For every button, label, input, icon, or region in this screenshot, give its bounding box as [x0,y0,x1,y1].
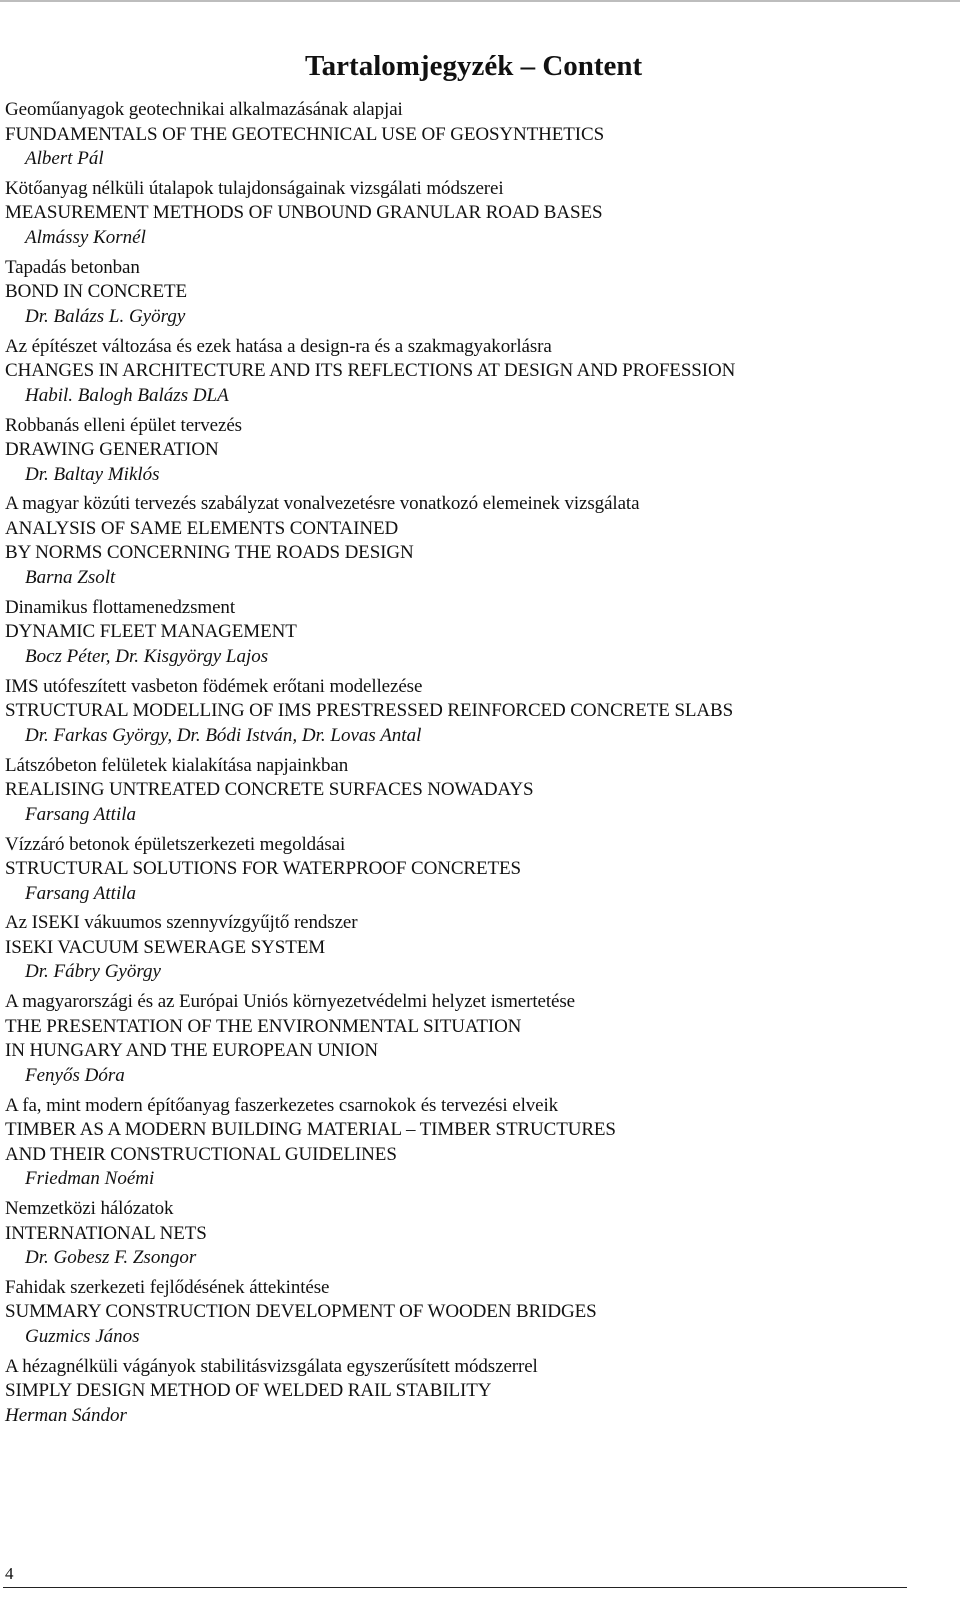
entry-title-hungarian: Vízzáró betonok épületszerkezeti megoldásai [5,833,346,855]
entry-title-english: BOND IN CONCRETE [5,281,188,303]
toc-entry[interactable] [5,1276,950,1350]
entry-title-hungarian: Az ISEKI vákuumos szennyvízgyűjtő rendszer [5,912,358,934]
entry-title-hungarian: Geoműanyagok geotechnikai alkalmazásának alapjai [5,99,403,120]
toc-entry[interactable] [5,754,950,828]
entry-title-english: SUMMARY CONSTRUCTION DEVELOPMENT OF WOODEN BRIDGES [5,1301,597,1323]
entry-title-english: INTERNATIONAL NETS [5,1222,207,1244]
toc-entry[interactable] [5,911,950,985]
entry-title-hungarian: Az építészet változása és ezek hatása a design-ra és a szakmagyakorlásra [5,335,552,357]
entry-author: Habil. Balogh Balázs DLA [25,384,229,406]
entry-author: Bocz Péter, Dr. Kisgyörgy Lajos [25,645,269,667]
entry-title-english: FUNDAMENTALS OF THE GEOTECHNICAL USE OF GEOSYNTHETICS [5,123,605,145]
entry-author: Fenyős Dóra [25,1064,125,1086]
page-title: Tartalomjegyzék – Content [305,50,643,82]
footer-rule [3,1587,907,1588]
entry-title-english: MEASUREMENT METHODS OF UNBOUND GRANULAR ROAD BASES [5,202,603,224]
entry-author: Herman Sándor [5,1404,127,1426]
toc-entry[interactable] [5,492,950,590]
entry-author: Farsang Attila [25,803,137,825]
entry-title-english: SIMPLY DESIGN METHOD OF WELDED RAIL STABILITY [5,1380,492,1402]
entry-title-hungarian: A fa, mint modern építőanyag faszerkezetes csarnokok és tervezési elveik [5,1094,559,1116]
table-of-contents [5,98,950,1434]
entry-title-english: REALISING UNTREATED CONCRETE SURFACES NOWADAYS [5,779,534,801]
entry-author: Dr. Fábry György [25,961,161,983]
entry-title-hungarian: A magyar közúti tervezés szabályzat vonalvezetésre vonatkozó elemeinek vizsgálata [5,493,640,515]
toc-entry[interactable] [5,596,950,670]
entry-title-hungarian: IMS utófeszített vasbeton födémek erőtani modellezése [5,675,423,697]
entry-author: Barna Zsolt [25,566,116,588]
toc-entry[interactable] [5,1355,950,1429]
entry-author: Almássy Kornél [25,226,146,248]
entry-author: Dr. Farkas György, Dr. Bódi István, Dr. Lovas Antal [25,724,422,746]
entry-author: Albert Pál [25,148,104,169]
toc-entry[interactable] [5,98,950,172]
entry-author: Dr. Baltay Miklós [25,463,160,485]
entry-title-hungarian: Nemzetközi hálózatok [5,1198,174,1220]
entry-title-english: ANALYSIS OF SAME ELEMENTS CONTAINED [5,517,399,539]
entry-title-hungarian: Tapadás betonban [5,256,140,278]
entry-title-hungarian: A hézagnélküli vágányok stabilitásvizsgálata egyszerűsített módszerrel [5,1355,538,1377]
entry-title-english: IN HUNGARY AND THE EUROPEAN UNION [5,1040,378,1062]
entry-title-hungarian: Dinamikus flottamenedzsment [5,596,235,618]
entry-author: Guzmics János [25,1325,140,1347]
entry-title-hungarian: Robbanás elleni épület tervezés [5,414,242,436]
toc-entry[interactable] [5,177,950,251]
entry-title-hungarian: Kötőanyag nélküli útalapok tulajdonságainak vizsgálati módszerei [5,177,504,199]
entry-title-english: DRAWING GENERATION [5,439,219,461]
entry-title-english: CHANGES IN ARCHITECTURE AND ITS REFLECTIONS AT DESIGN AND PROFESSION [5,360,736,382]
entry-author: Farsang Attila [25,882,137,904]
toc-entry[interactable] [5,1094,950,1192]
page-number: 4 [5,1564,14,1583]
entry-title-english: TIMBER AS A MODERN BUILDING MATERIAL – TIMBER STRUCTURES [5,1119,616,1141]
entry-title-hungarian: Fahidak szerkezeti fejlődésének áttekintése [5,1276,330,1298]
toc-entry[interactable] [5,335,950,409]
entry-author: Dr. Gobesz F. Zsongor [25,1247,197,1269]
toc-entry[interactable] [5,675,950,749]
entry-title-english: ISEKI VACUUM SEWERAGE SYSTEM [5,936,326,958]
entry-title-english: THE PRESENTATION OF THE ENVIRONMENTAL SITUATION [5,1015,522,1037]
entry-title-hungarian: A magyarországi és az Európai Uniós környezetvédelmi helyzet ismertetése [5,991,575,1013]
toc-entry[interactable] [5,833,950,907]
entry-title-english: BY NORMS CONCERNING THE ROADS DESIGN [5,542,414,564]
top-border-line [0,0,960,2]
entry-title-hungarian: Látszóbeton felületek kialakítása napjainkban [5,754,349,776]
toc-entry[interactable] [5,414,950,488]
entry-title-english: AND THEIR CONSTRUCTIONAL GUIDELINES [5,1143,397,1165]
entry-title-english: STRUCTURAL SOLUTIONS FOR WATERPROOF CONCRETES [5,858,521,880]
entry-author: Dr. Balázs L. György [25,305,186,327]
toc-entry[interactable] [5,1197,950,1271]
entry-author: Friedman Noémi [25,1168,155,1190]
toc-entry[interactable] [5,256,950,330]
toc-entry[interactable] [5,990,950,1088]
entry-title-english: DYNAMIC FLEET MANAGEMENT [5,621,297,643]
entry-title-english: STRUCTURAL MODELLING OF IMS PRESTRESSED REINFORCED CONCRETE SLABS [5,700,734,722]
